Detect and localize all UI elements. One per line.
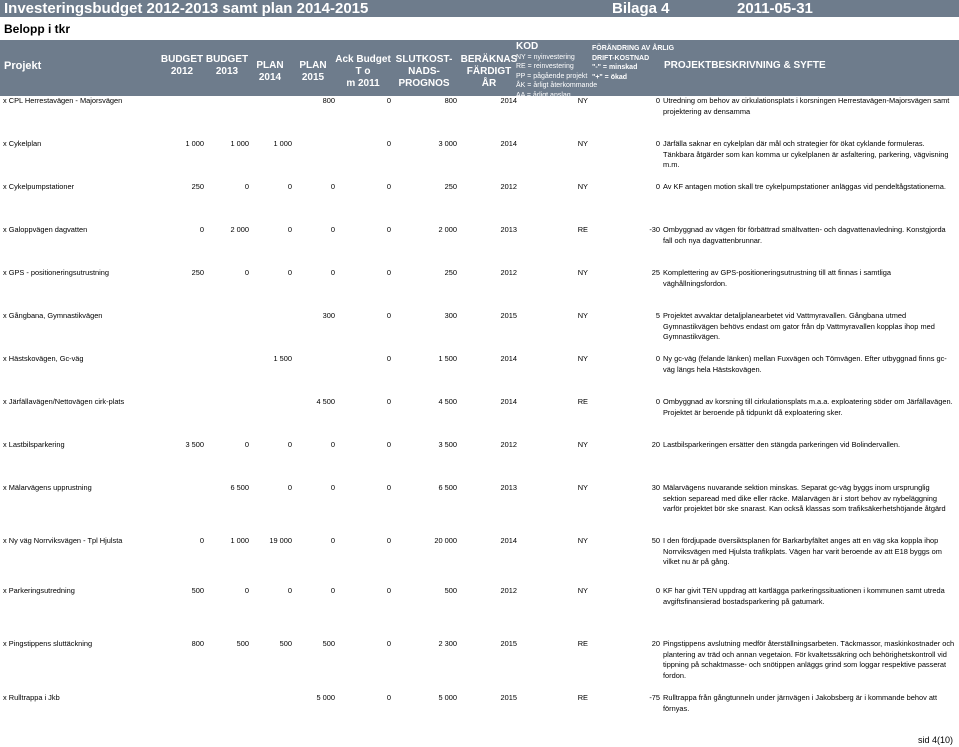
cell-p2015: 0	[330, 536, 335, 545]
cell-ar: 2014	[500, 96, 517, 105]
cell-slut: 500	[444, 586, 457, 595]
cell-kod: NY	[577, 311, 588, 320]
cell-drift: 20	[651, 440, 660, 449]
project-description: Lastbilsparkeringen ersätter den stängda parkeringen vid Bolindervallen.	[663, 440, 901, 449]
cell-ar: 2012	[500, 586, 517, 595]
cell-kod: NY	[577, 96, 588, 105]
project-name: x Hästskovägen, Gc-väg	[3, 354, 84, 363]
col-plan-2014: PLAN 2014	[256, 60, 284, 83]
col-beraknas: BERÄKNAS FÄRDIGT ÅR	[460, 54, 518, 89]
cell-b2013: 0	[244, 440, 249, 449]
project-name: x Lastbilsparkering	[3, 440, 65, 449]
project-description: Komplettering av GPS-positioneringsutrustning till att finnas i samtliga väghållningsfordon.	[663, 268, 891, 288]
project-name: x CPL Herrestavägen - Majorsvägen	[3, 96, 123, 105]
cell-kod: NY	[577, 536, 588, 545]
cell-drift: 25	[651, 268, 660, 277]
cell-ack: 0	[386, 440, 391, 449]
cell-ar: 2013	[500, 483, 517, 492]
cell-drift: 30	[651, 483, 660, 492]
cell-kod: NY	[577, 440, 588, 449]
project-description: Projektet avvaktar detaljplanearbetet vid Vattmyravallen. Gångbana utmed Gymnastikvägen behövs endast om gator från dp Vattmyravallen kopplas ihop med Gymnastikvägen.	[663, 311, 935, 341]
table-header	[0, 40, 959, 99]
cell-b2012: 0	[199, 225, 204, 234]
page-number: sid 4(10)	[917, 735, 953, 745]
cell-ar: 2015	[500, 693, 517, 702]
cell-kod: RE	[577, 693, 588, 702]
col-budget-2013: BUDGET 2013	[205, 54, 249, 77]
cell-b2012: 3 500	[185, 440, 204, 449]
cell-ar: 2012	[500, 268, 517, 277]
cell-slut: 4 500	[438, 397, 457, 406]
project-description: Ny gc-väg (felande länken) mellan Fuxvägen och Tömvägen. Efter utbyggnad finns gc-väg längs hela Hästskovägen.	[663, 354, 947, 374]
cell-kod: NY	[577, 354, 588, 363]
cell-slut: 800	[444, 96, 457, 105]
project-name: x Cykelplan	[3, 139, 42, 148]
cell-ack: 0	[386, 639, 391, 648]
cell-b2012: 250	[191, 182, 204, 191]
cell-p2014: 0	[287, 182, 292, 191]
cell-slut: 250	[444, 182, 457, 191]
cell-p2014: 500	[279, 639, 292, 648]
cell-kod: RE	[577, 397, 588, 406]
cell-b2013: 500	[236, 639, 249, 648]
cell-slut: 300	[444, 311, 457, 320]
cell-p2015: 500	[322, 639, 335, 648]
cell-ack: 0	[386, 182, 391, 191]
cell-drift: -75	[649, 693, 660, 702]
project-name: x Parkeringsutredning	[3, 586, 75, 595]
cell-p2015: 800	[322, 96, 335, 105]
cell-ack: 0	[386, 139, 391, 148]
cell-b2013: 0	[244, 182, 249, 191]
cell-b2013: 1 000	[230, 536, 249, 545]
cell-p2014: 0	[287, 586, 292, 595]
project-name: x Cykelpumpstationer	[3, 182, 75, 191]
cell-p2014: 1 500	[273, 354, 292, 363]
cell-p2014: 1 000	[273, 139, 292, 148]
cell-ack: 0	[386, 268, 391, 277]
cell-p2015: 0	[330, 586, 335, 595]
cell-p2015: 0	[330, 182, 335, 191]
cell-b2012: 250	[191, 268, 204, 277]
cell-drift: 0	[655, 182, 660, 191]
cell-kod: NY	[577, 182, 588, 191]
cell-ar: 2012	[500, 440, 517, 449]
project-description: Järfälla saknar en cykelplan där mål och strategier för ökat cyklande formuleras. Tänkbara åtgärder som kan komma ur cykelplanen är asfaltering, parkering, vägvisning m.m.	[663, 139, 949, 169]
cell-kod: NY	[577, 586, 588, 595]
cell-ar: 2015	[500, 311, 517, 320]
col-budget-2012: BUDGET 2012	[160, 54, 204, 77]
project-name: x GPS - positioneringsutrustning	[3, 268, 109, 277]
cell-ar: 2013	[500, 225, 517, 234]
cell-ack: 0	[386, 586, 391, 595]
col-ack-budget: Ack Budget T o m 2011	[335, 54, 391, 89]
cell-p2015: 0	[330, 483, 335, 492]
cell-drift: 5	[655, 311, 660, 320]
page-title: Investeringsbudget 2012-2013 samt plan 2014-2015	[4, 0, 369, 17]
project-name: x Järfällavägen/Nettovägen cirk-plats	[3, 397, 125, 406]
project-description: KF har givit TEN uppdrag att kartlägga parkeringssituationen i kommunen samt utreda avgiftsfinansierad bostadsparkering på gatumark.	[663, 586, 945, 606]
project-description: Mälarvägens nuvarande sektion minskas. Separat gc-väg byggs inom ursprunglig sektion separead med dike eller räcke. Mälarvägen är i stort behov av nybeläggning varför projektet bör ske snarast. Kan också klassas som trafiksäkerhetshöjande åtgärd	[663, 483, 946, 513]
cell-kod: RE	[577, 225, 588, 234]
col-slutkostnad: SLUTKOST-NADS- PROGNOS	[395, 54, 453, 89]
cell-ar: 2012	[500, 182, 517, 191]
cell-ack: 0	[386, 354, 391, 363]
col-forandring: FÖRÄNDRING AV ÅRLIG DRIFT-KOSTNAD "-" = minskad "+" = ökad	[592, 45, 675, 81]
project-description: Utredning om behov av cirkulationsplats i korsningen Herrestavägen-Majorsvägen samt projektering av densamma	[663, 96, 950, 116]
cell-slut: 5 000	[438, 693, 457, 702]
project-name: x Rulltrappa i Jkb	[3, 693, 60, 702]
project-name: x Ny väg Norrviksvägen - Tpl Hjulsta	[3, 536, 123, 545]
cell-ack: 0	[386, 483, 391, 492]
cell-p2015: 4 500	[316, 397, 335, 406]
cell-ack: 0	[386, 536, 391, 545]
cell-slut: 6 500	[438, 483, 457, 492]
cell-p2015: 0	[330, 440, 335, 449]
cell-b2012: 0	[199, 536, 204, 545]
date-label: 2011-05-31	[737, 0, 813, 17]
project-description: Av KF antagen motion skall tre cykelpumpstationer anläggas vid pendeltågstationerna.	[663, 182, 946, 191]
cell-kod: NY	[577, 139, 588, 148]
cell-drift: 50	[651, 536, 660, 545]
cell-ar: 2014	[500, 354, 517, 363]
cell-p2014: 0	[287, 483, 292, 492]
project-description: Ombyggnad av korsning till cirkulationsplats m.a.a. exploatering söder om Järfällavägen. Projektet är beroende på tidpunkt då exploatering sker.	[663, 397, 953, 417]
cell-ar: 2014	[500, 536, 517, 545]
cell-p2014: 0	[287, 268, 292, 277]
cell-b2013: 2 000	[230, 225, 249, 234]
cell-p2015: 0	[330, 268, 335, 277]
cell-drift: -30	[649, 225, 660, 234]
cell-kod: NY	[577, 483, 588, 492]
cell-slut: 1 500	[438, 354, 457, 363]
cell-drift: 0	[655, 586, 660, 595]
cell-kod: RE	[577, 639, 588, 648]
cell-p2015: 0	[330, 225, 335, 234]
cell-p2015: 300	[322, 311, 335, 320]
title-bar	[0, 0, 959, 17]
cell-ar: 2015	[500, 639, 517, 648]
cell-slut: 20 000	[434, 536, 457, 545]
cell-ar: 2014	[500, 397, 517, 406]
cell-slut: 2 000	[438, 225, 457, 234]
project-name: x Pingstippens sluttäckning	[3, 639, 93, 648]
cell-ack: 0	[386, 311, 391, 320]
cell-b2013: 0	[244, 586, 249, 595]
cell-slut: 3 000	[438, 139, 457, 148]
cell-b2012: 800	[191, 639, 204, 648]
project-name: x Galoppvägen dagvatten	[3, 225, 88, 234]
col-beskrivning: PROJEKTBESKRIVNING & SYFTE	[664, 60, 826, 71]
appendix-label: Bilaga 4	[612, 0, 670, 17]
currency-note: Belopp i tkr	[4, 22, 71, 36]
cell-drift: 0	[655, 139, 660, 148]
cell-slut: 250	[444, 268, 457, 277]
cell-p2015: 5 000	[316, 693, 335, 702]
cell-slut: 2 300	[438, 639, 457, 648]
project-name: x Mälarvägens upprustning	[3, 483, 92, 492]
project-description: I den fördjupade översiktsplanen för Barkarbyfältet anges att en väg ska koppla ihop Norrviksvägen med Hjulsta trafikplats. Vägen har varit beroende av att E18 byggs om vilket nu är på gång.	[663, 536, 942, 566]
cell-b2012: 500	[191, 586, 204, 595]
cell-b2013: 0	[244, 268, 249, 277]
project-name: x Gångbana, Gymnastikvägen	[3, 311, 103, 320]
col-plan-2015: PLAN 2015	[299, 60, 327, 83]
project-description: Ombyggnad av vägen för förbättrad smältvatten- och dagvattenavledning. Konstgjorda fall och nya dagvattenbrunnar.	[663, 225, 946, 245]
col-projekt: Projekt	[4, 60, 42, 72]
cell-slut: 3 500	[438, 440, 457, 449]
cell-ack: 0	[386, 225, 391, 234]
cell-b2013: 1 000	[230, 139, 249, 148]
cell-p2014: 0	[287, 440, 292, 449]
cell-drift: 0	[655, 354, 660, 363]
cell-drift: 20	[651, 639, 660, 648]
cell-drift: 0	[655, 96, 660, 105]
cell-ack: 0	[386, 96, 391, 105]
cell-p2014: 0	[287, 225, 292, 234]
cell-ack: 0	[386, 397, 391, 406]
cell-b2013: 6 500	[230, 483, 249, 492]
cell-b2012: 1 000	[185, 139, 204, 148]
project-description: Pingstippens avslutning medför återställningsarbeten. Täckmassor, maskinkostnader och plantering av träd och annan vegetaion. För kvaltetssäkring och behörighetskontroll vid tippning på schaktmasse- och snötippen anläggs grind som loggar respektive passerat fordon.	[663, 639, 955, 680]
cell-p2014: 19 000	[269, 536, 292, 545]
cell-kod: NY	[577, 268, 588, 277]
col-kod: KOD NY = nyinvestering RE = reinvestering PP = pågående projekt ÅK = årligt återkommande AA = årligt anslag	[516, 41, 598, 99]
project-description: Rulltrappa från gångtunneln under järnvägen i Jakobsberg är i kommande behov att förnyas.	[663, 693, 938, 713]
cell-drift: 0	[655, 397, 660, 406]
cell-ack: 0	[386, 693, 391, 702]
cell-ar: 2014	[500, 139, 517, 148]
